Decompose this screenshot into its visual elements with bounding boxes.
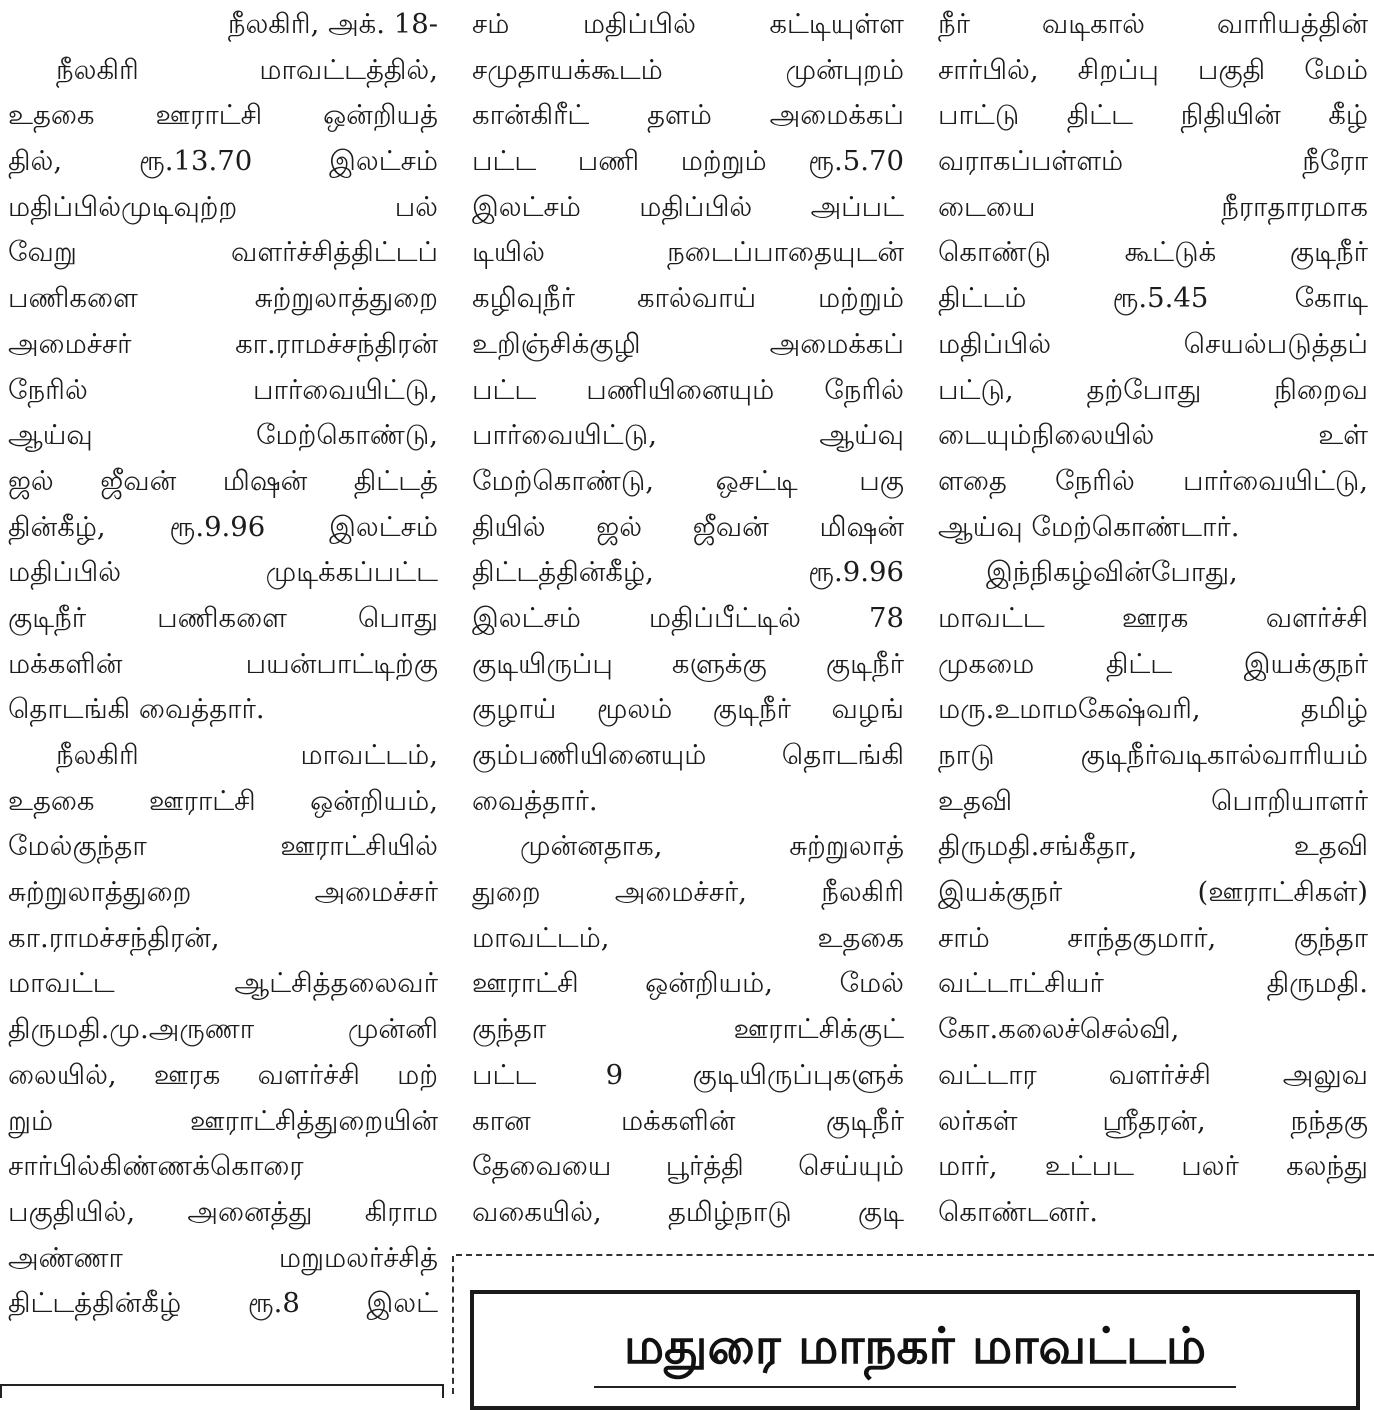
article-line: அண்ணா மறுமலர்ச்சித் — [8, 1241, 438, 1274]
article-line: டியில் நடைப்பாதையுடன் — [472, 236, 904, 269]
article-line: கழிவுநீர் கால்வாய் மற்றும் — [472, 282, 904, 315]
article-line: உதகை ஊராட்சி ஒன்றியத் — [8, 99, 438, 132]
article-line: கான்கிரீட் தளம் அமைக்கப் — [472, 99, 904, 132]
article-line: மதிப்பில் முடிக்கப்பட்ட — [8, 556, 438, 589]
article-line: சார்பில்கிண்ணக்கொரை — [8, 1150, 304, 1183]
article-line: ஆய்வு மேற்கொண்டு, — [8, 419, 438, 452]
article-line: பட்ட பணி மற்றும் ரூ.5.70 — [472, 145, 904, 178]
article-line: இலட்சம் மதிப்பில் அப்பட் — [472, 190, 904, 223]
article-line: மக்களின் பயன்பாட்டிற்கு — [8, 647, 438, 680]
article-line: குடிநீர் பணிகளை பொது — [8, 601, 438, 634]
article-line: தேவையை பூர்த்தி செய்யும் — [472, 1150, 904, 1183]
article-line: பாட்டு திட்ட நிதியின் கீழ் — [938, 99, 1368, 132]
article-line: கொண்டனர். — [938, 1195, 1099, 1228]
section-divider-vertical — [452, 1256, 454, 1394]
article-line: டையும்நிலையில் உள் — [938, 419, 1368, 452]
article-line: பட்ட 9 குடியிருப்புகளுக் — [472, 1058, 904, 1091]
article-line: மாவட்ட ஆட்சித்தலைவர் — [8, 967, 438, 1000]
article-column-1 — [8, 2, 438, 1394]
section-headline: மதுரை மாநகர் மாவட்டம் — [623, 1317, 1207, 1375]
article-line: பட்ட பணியினையும் நேரில் — [472, 373, 904, 406]
article-line: வராகப்பள்ளம் நீரோ — [938, 145, 1368, 178]
article-line: வட்டாட்சியர் திருமதி. — [938, 967, 1368, 1000]
article-line: தின்கீழ், ரூ.9.96 இலட்சம் — [8, 510, 438, 543]
article-line: திருமதி.மு.அருணா முன்னி — [8, 1013, 438, 1046]
article-line: குடியிருப்பு களுக்கு குடிநீர் — [472, 647, 904, 680]
article-line: துறை அமைச்சர், நீலகிரி — [472, 876, 904, 909]
article-line: ஜல் ஜீவன் மிஷன் திட்டத் — [8, 464, 438, 497]
article-line: நீர் வடிகால் வாரியத்தின் — [938, 8, 1368, 40]
article-line: பார்வையிட்டு, ஆய்வு — [472, 419, 904, 452]
next-article-box — [0, 1384, 444, 1398]
article-line: லர்கள் ஸ்ரீதரன், நந்தகு — [938, 1104, 1368, 1137]
article-line: வட்டார வளர்ச்சி அலுவ — [938, 1058, 1368, 1091]
article-line: மேல்குந்தா ஊராட்சியில் — [8, 830, 438, 863]
article-line: இயக்குநர் (ஊராட்சிகள்) — [938, 876, 1368, 909]
article-line: குந்தா ஊராட்சிக்குட் — [472, 1013, 904, 1046]
article-line: முகமை திட்ட இயக்குநர் — [938, 647, 1368, 680]
article-line: திருமதி.சங்கீதா, உதவி — [938, 830, 1368, 863]
article-line: வகையில், தமிழ்நாடு குடி — [472, 1195, 904, 1228]
article-line: நேரில் பார்வையிட்டு, — [8, 373, 438, 406]
article-line: நீலகிரி, அக். 18- — [227, 8, 438, 40]
article-line: திட்டம் ரூ.5.45 கோடி — [938, 282, 1368, 315]
article-line: இலட்சம் மதிப்பீட்டில் 78 — [472, 601, 904, 634]
article-line: முன்னதாக, சுற்றுலாத் — [520, 830, 904, 863]
article-line: சமுதாயக்கூடம் முன்புறம் — [472, 53, 904, 86]
article-line: கோ.கலைச்செல்வி, — [938, 1013, 1180, 1046]
article-line: கும்பணியினையும் தொடங்கி — [472, 739, 904, 771]
article-line: கா.ராமச்சந்திரன், — [8, 921, 220, 954]
article-line: ஆய்வு மேற்கொண்டார். — [938, 510, 1240, 543]
article-line: கான மக்களின் குடிநீர் — [472, 1104, 904, 1137]
article-line: தியில் ஜல் ஜீவன் மிஷன் — [472, 510, 904, 543]
article-line: பணிகளை சுற்றுலாத்துறை — [8, 282, 438, 315]
article-line: லையில், ஊரக வளர்ச்சி மற் — [8, 1058, 438, 1091]
article-line: மார், உட்பட பலர் கலந்து — [938, 1150, 1368, 1183]
article-line: சாம் சாந்தகுமார், குந்தா — [938, 921, 1368, 954]
article-line: திட்டத்தின்கீழ், ரூ.9.96 — [472, 556, 904, 589]
article-line: உதகை ஊராட்சி ஒன்றியம், — [8, 784, 438, 817]
section-headline-box — [470, 1290, 1360, 1410]
headline-underline — [594, 1386, 1236, 1388]
article-line: அமைச்சர் கா.ராமச்சந்திரன் — [8, 327, 438, 360]
article-line: திட்டத்தின்கீழ் ரூ.8 இலட் — [8, 1287, 438, 1320]
article-line: டையை நீராதாரமாக — [938, 190, 1368, 223]
article-line: நீலகிரி மாவட்டத்தில், — [56, 53, 438, 86]
article-line: ஊராட்சி ஒன்றியம், மேல் — [472, 967, 904, 1000]
article-line: வேறு வளர்ச்சித்திட்டப் — [8, 236, 438, 269]
article-line: மேற்கொண்டு, ஒசட்டி பகு — [472, 464, 904, 497]
article-column-3 — [938, 2, 1368, 1242]
article-line: வைத்தார். — [472, 784, 598, 817]
article-line: உதவி பொறியாளர் — [938, 784, 1368, 817]
article-line: றும் ஊராட்சித்துறையின் — [8, 1104, 438, 1137]
article-column-2 — [472, 2, 904, 1242]
article-line: சுற்றுலாத்துறை அமைச்சர் — [8, 876, 438, 909]
article-line: நாடு குடிநீர்வடிகால்வாரியம் — [938, 739, 1368, 771]
article-line: கொண்டு கூட்டுக் குடிநீர் — [938, 236, 1368, 269]
article-line: மதிப்பில்முடிவுற்ற பல் — [8, 190, 438, 223]
article-line: தொடங்கி வைத்தார். — [8, 693, 265, 726]
article-line: குழாய் மூலம் குடிநீர் வழங் — [472, 693, 904, 726]
article-line: நீலகிரி மாவட்டம், — [56, 739, 438, 771]
article-line: தில், ரூ.13.70 இலட்சம் — [8, 145, 438, 178]
article-line: மாவட்ட ஊரக வளர்ச்சி — [938, 601, 1368, 634]
article-line: மரு.உமாமகேஷ்வரி, தமிழ் — [938, 693, 1368, 726]
section-divider-horizontal — [456, 1254, 1374, 1256]
article-line: பட்டு, தற்போது நிறைவ — [938, 373, 1368, 406]
article-line: பகுதியில், அனைத்து கிராம — [8, 1195, 438, 1228]
article-line: சார்பில், சிறப்பு பகுதி மேம் — [938, 53, 1368, 86]
article-line: சம் மதிப்பில் கட்டியுள்ள — [472, 8, 904, 40]
article-line: மதிப்பில் செயல்படுத்தப் — [938, 327, 1368, 360]
article-line: இந்நிகழ்வின்போது, — [986, 556, 1238, 589]
article-line: உறிஞ்சிக்குழி அமைக்கப் — [472, 327, 904, 360]
article-line: மாவட்டம், உதகை — [472, 921, 904, 954]
article-line: ளதை நேரில் பார்வையிட்டு, — [938, 464, 1368, 497]
